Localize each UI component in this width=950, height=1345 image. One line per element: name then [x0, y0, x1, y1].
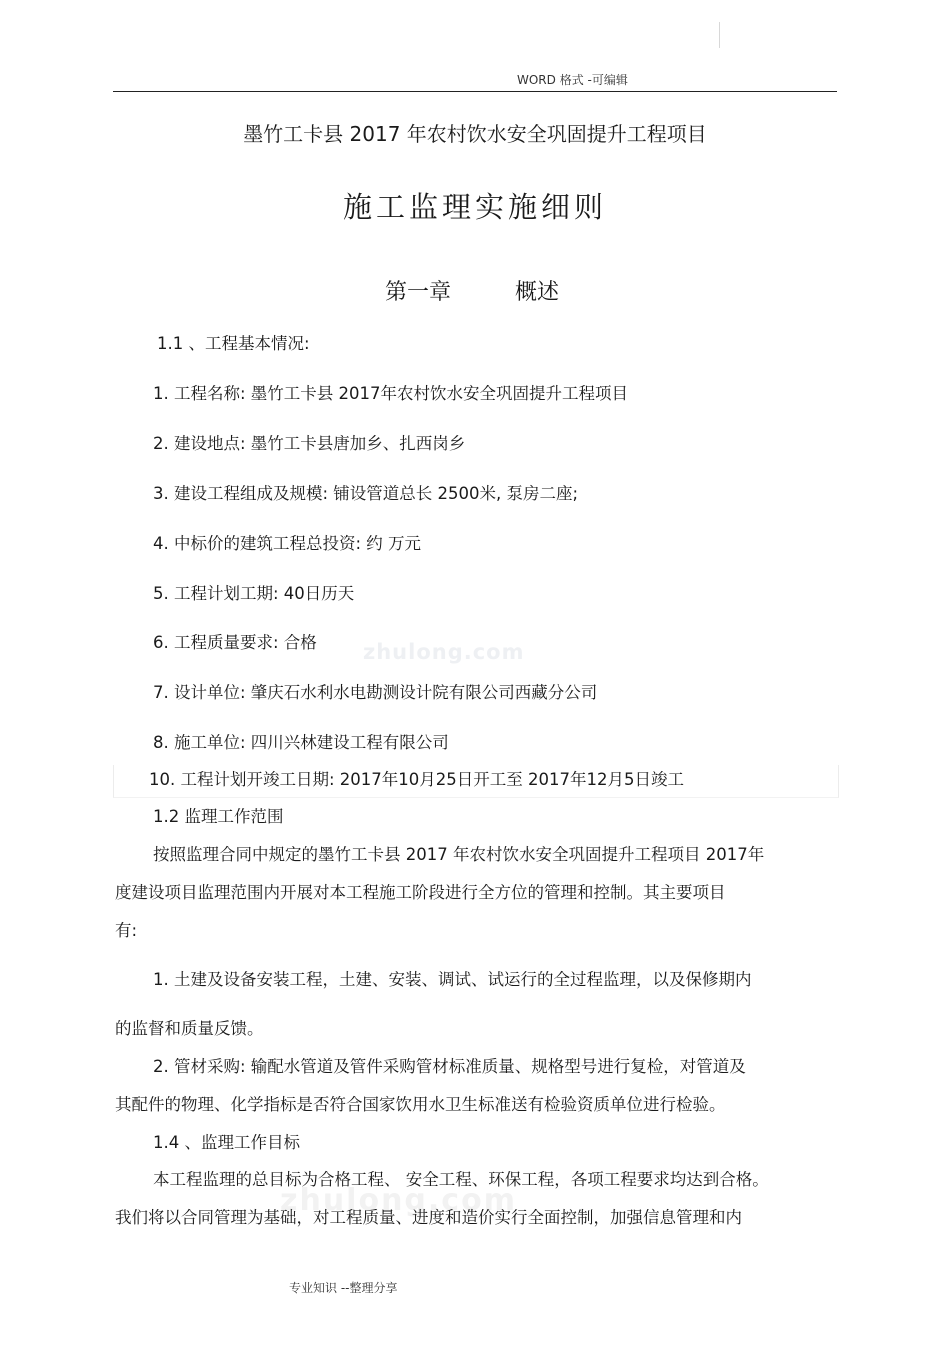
scope-paragraph-line: 按照监理合同中规定的墨竹工卡县 2017 年农村饮水安全巩固提升工程项目 2017年: [153, 845, 765, 864]
objective-paragraph-line: 我们将以合同管理为基础，对工程质量、进度和造价实行全面控制，加强信息管理和内: [115, 1208, 742, 1227]
header-divider: [113, 91, 837, 92]
document-title: 施工监理实施细则: [342, 190, 607, 224]
info-item-project-name: 1. 工程名称: 墨竹工卡县 2017年农村饮水安全巩固提升工程项目: [153, 384, 629, 403]
header-label: WORD 格式 -可编辑: [517, 73, 628, 87]
info-item-location: 2. 建设地点: 墨竹工卡县唐加乡、扎西岗乡: [153, 434, 466, 453]
scope-item-line: 的监督和质量反馈。: [115, 1019, 264, 1038]
info-item-designer: 7. 设计单位: 肇庆石水利水电勘测设计院有限公司西藏分公司: [153, 683, 598, 702]
section-1-1-heading: 1.1 、工程基本情况:: [157, 334, 310, 353]
ghost-watermark: zhulong.com: [280, 1183, 517, 1218]
chapter-number: 第一章: [385, 280, 452, 305]
scope-item-line: 1. 土建及设备安装工程，土建、安装、调试、试运行的全过程监理，以及保修期内: [153, 970, 752, 989]
chapter-name: 概述: [515, 280, 560, 305]
info-item-scale: 3. 建设工程组成及规模: 铺设管道总长 2500米, 泵房二座;: [153, 484, 579, 503]
scope-item-line: 其配件的物理、化学指标是否符合国家饮用水卫生标准送有检验资质单位进行检验。: [115, 1095, 726, 1114]
info-item-duration: 5. 工程计划工期: 40日历天: [153, 584, 355, 603]
section-1-2-heading: 1.2 监理工作范围: [153, 807, 284, 826]
info-item-investment: 4. 中标价的建筑工程总投资: 约 万元: [153, 534, 422, 553]
chapter-heading: [385, 275, 559, 306]
objective-paragraph-line: 本工程监理的总目标为合格工程、 安全工程、环保工程，各项工程要求均达到合格。: [153, 1170, 769, 1189]
section-1-4-heading: 1.4 、监理工作目标: [153, 1133, 300, 1152]
project-title: 墨竹工卡县 2017 年农村饮水安全巩固提升工程项目: [243, 122, 707, 146]
watermark: zhulong.com: [363, 640, 525, 664]
scope-paragraph-line: 有:: [115, 921, 138, 940]
info-item-contractor: 8. 施工单位: 四川兴林建设工程有限公司: [153, 733, 449, 752]
scope-paragraph-line: 度建设项目监理范围内开展对本工程施工阶段进行全方位的管理和控制。其主要项目: [115, 883, 726, 902]
info-item-quality: 6. 工程质量要求: 合格: [153, 633, 317, 652]
footer-label: 专业知识 --整理分享: [289, 1281, 398, 1295]
page-corner-mark: [719, 22, 720, 48]
info-item-schedule: 10. 工程计划开竣工日期: 2017年10月25日开工至 2017年12月5日竣工: [149, 770, 685, 789]
scope-item-line: 2. 管材采购: 输配水管道及管件采购管材标准质量、规格型号进行复检，对管道及: [153, 1057, 746, 1076]
